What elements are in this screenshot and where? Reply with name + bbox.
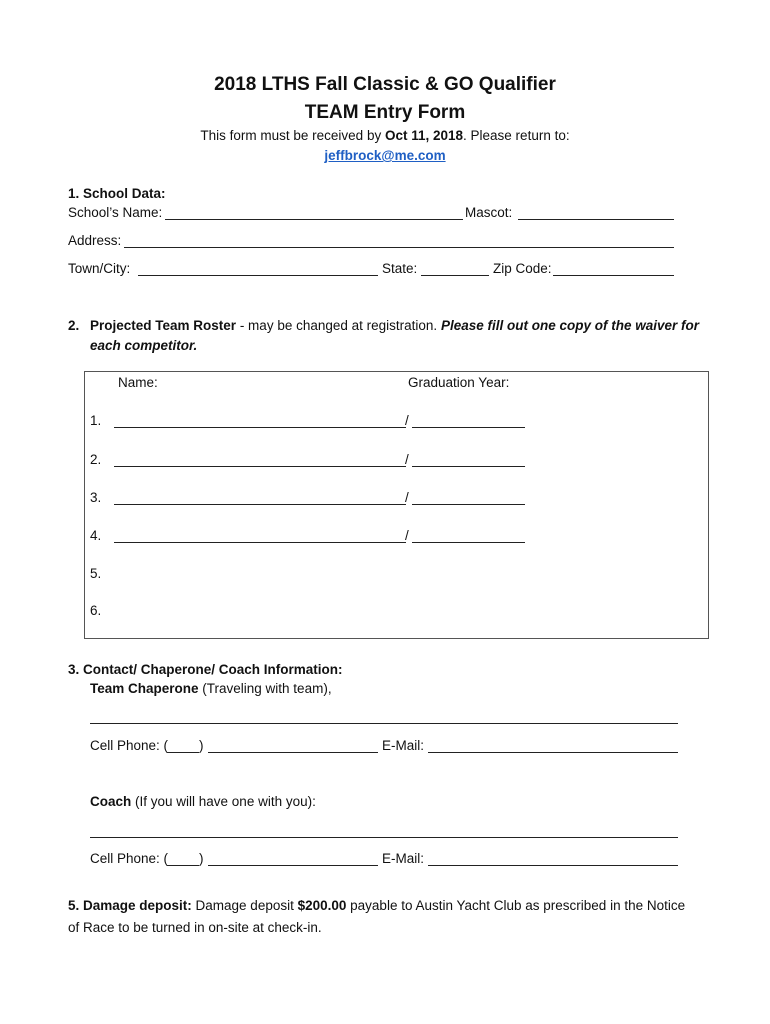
roster-grad-field-4[interactable] [412,542,525,543]
damage-deposit-heading: 5. Damage deposit: [68,898,192,913]
roster-grad-field-2[interactable] [412,466,525,467]
damage-deposit-line2: of Race to be turned in on-site at check-in. [68,920,322,935]
chaperone-email-label: E-Mail: [382,738,425,753]
roster-name-header: Name: [118,375,158,390]
town-field[interactable] [138,275,378,276]
coach-area-code-field[interactable] [167,865,199,866]
chaperone-area-code-field[interactable] [167,752,199,753]
roster-heading-bold: Projected Team Roster [90,318,237,333]
roster-number: 2. [68,318,80,333]
form-title-line2: TEAM Entry Form [304,102,466,123]
school-name-label: School’s Name: [68,205,163,220]
roster-heading-waiver: Please fill out one copy of the waiver for [440,318,699,333]
coach-label [90,794,316,809]
school-name-field[interactable] [165,219,463,220]
return-email-link[interactable]: jeffbrock@me.com [324,148,446,163]
roster-grad-field-3[interactable] [412,504,525,505]
roster-slash: / [405,413,409,428]
damage-deposit-line1 [68,898,685,913]
submission-notice [0,128,770,143]
notice-date: Oct 11, 2018 [384,128,464,143]
damage-deposit-text-b: payable to Austin Yacht Club as prescribed in the Notice [346,898,686,913]
zip-label: Zip Code: [493,261,552,276]
form-title-line1: 2018 LTHS Fall Classic & GO Qualifier [214,74,556,95]
mascot-field[interactable] [518,219,674,220]
notice-prefix: This form must be received by [200,128,385,143]
coach-email-label: E-Mail: [382,851,425,866]
roster-row-number: 5. [90,566,102,581]
roster-name-field-3[interactable] [114,504,406,505]
roster-row-number: 4. [90,528,102,543]
roster-heading-waiver-cont: each competitor. [90,338,198,353]
return-email-row [0,148,770,163]
chaperone-label [90,681,332,696]
state-label: State: [382,261,418,276]
coach-email-field[interactable] [428,865,678,866]
coach-name-field[interactable] [90,837,678,838]
roster-name-field-1[interactable] [114,427,406,428]
roster-slash: / [405,490,409,505]
roster-heading [90,318,699,333]
mascot-label: Mascot: [465,205,513,220]
roster-slash: / [405,452,409,467]
notice-suffix: . Please return to: [463,128,570,143]
contact-heading: 3. Contact/ Chaperone/ Coach Information: [68,662,343,677]
roster-grad-header: Graduation Year: [408,375,510,390]
coach-cell-paren: ) [199,851,204,866]
coach-phone-field[interactable] [208,865,378,866]
chaperone-label-bold: Team Chaperone [90,681,199,696]
roster-row-number: 3. [90,490,102,505]
damage-deposit-text-a: Damage deposit [191,898,298,913]
roster-name-field-2[interactable] [114,466,406,467]
damage-deposit-amount: $200.00 [297,898,347,913]
coach-label-bold: Coach [90,794,132,809]
state-field[interactable] [421,275,489,276]
chaperone-cell-paren: ) [199,738,204,753]
roster-row-number: 2. [90,452,102,467]
address-label: Address: [68,233,122,248]
zip-field[interactable] [553,275,674,276]
chaperone-label-normal: (Traveling with team), [198,681,332,696]
chaperone-email-field[interactable] [428,752,678,753]
roster-name-field-4[interactable] [114,542,406,543]
chaperone-cell-label: Cell Phone: ( [90,738,169,753]
roster-row-number: 1. [90,413,102,428]
roster-grad-field-1[interactable] [412,427,525,428]
chaperone-phone-field[interactable] [208,752,378,753]
roster-heading-normal: - may be changed at registration. [236,318,441,333]
coach-cell-label: Cell Phone: ( [90,851,169,866]
chaperone-name-field[interactable] [90,723,678,724]
roster-row-number: 6. [90,603,102,618]
roster-slash: / [405,528,409,543]
roster-box [84,371,709,639]
coach-label-normal: (If you will have one with you): [131,794,316,809]
school-data-heading: 1. School Data: [68,186,166,201]
town-label: Town/City: [68,261,131,276]
address-field[interactable] [124,247,674,248]
